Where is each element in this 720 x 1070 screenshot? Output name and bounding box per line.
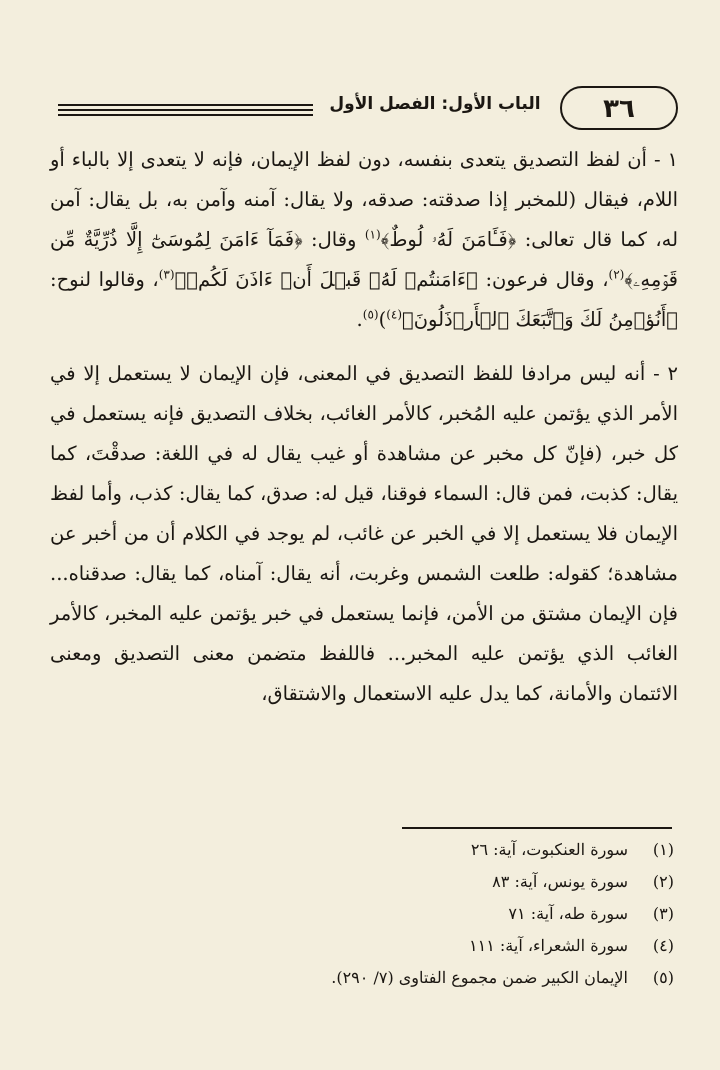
footnote-text: الإيمان الكبير ضمن مجموع الفتاوى (٧/ ٢٩٠). [331, 968, 628, 987]
paragraph-1 [50, 140, 678, 340]
page-header [58, 86, 678, 136]
paragraph-2: ٢ - أنه ليس مرادفا للفظ التصديق في المعنى، فإن الإيمان لا يستعمل إلا في الأمر الذي يؤتمن عليه المُخبر، كالأمر الغائب، بخلاف التصديق فإنه يستعمل في كل خبر، (فإنّ كل مخبر عن مشاهدة أو غيب يقال له في اللغة: صدقْتَ، كما يقال: كذبت، فمن قال: السماء فوقنا، قيل له: صدق، كما يقال: كذب، وأما لفظ الإيمان فلا يستعمل إلا في الخبر عن غائب، لم يوجد في الكلام أن من أخبر عن مشاهدة؛ كقوله: طلعت الشمس وغربت، أنه يقال: آمناه، كما يقال: صدقناه... فإن الإيمان مشتق من الأمن، فإنما يستعمل في خبر يؤتمن عليه المخبر، كالأمر الغائب الذي يؤتمن عليه المخبر... فاللفظ متضمن معنى التصديق ومعنى الائتمان والأمانة، كما يدل عليه الاستعمال والاشتقاق، [50, 362, 678, 705]
footnote-number: (٢) [652, 872, 674, 891]
footnote-item [254, 962, 674, 994]
footnote-number: (٥) [652, 968, 674, 987]
footnote-number: (٤) [652, 936, 674, 955]
footnote-text: سورة طه، آية: ٧١ [508, 904, 628, 923]
header-rule-lines [58, 104, 313, 119]
paragraph-text: ١ - أن لفظ التصديق يتعدى بنفسه، دون لفظ الإيمان، فإنه لا يتعدى إلا بالباء أو اللام، فيقال (للمخبر إذا صدقته: صدقه، ولا يقال: آمنه وآمن به، بل يقال: آمن له، كما قال تعالى: [50, 148, 679, 251]
footnotes-list [254, 834, 674, 994]
footnote-ref: (١) [364, 227, 381, 242]
footnote-text: سورة العنكبوت، آية: ٢٦ [470, 840, 628, 859]
footnote-number: (٣) [652, 904, 674, 923]
footnote-text: سورة الشعراء، آية: ١١١ [469, 936, 628, 955]
quran-verse: ﴿فَمَآ ءَامَنَ لِمُوسَىٰٓ إِلَّا ذُرِّيَّةٌ مِّن قَوۡمِهِۦ﴾ [50, 228, 679, 291]
main-text [50, 140, 678, 728]
footnote-item [254, 930, 674, 962]
footnote-text: سورة يونس، آية: ٨٣ [492, 872, 628, 891]
footnote-ref: (٢) [608, 267, 625, 282]
page-number: ٣٦ [560, 86, 678, 130]
paragraph-text: وقال: [311, 228, 357, 251]
quran-verse: ﴿فَـَٔامَنَ لَهُۥ لُوطٌ﴾ [380, 228, 517, 251]
footnote-ref: (٤) [386, 307, 403, 322]
footnote-item [254, 866, 674, 898]
chapter-title: الباب الأول: الفصل الأول [329, 94, 541, 114]
footnote-ref: (٣) [158, 267, 175, 282]
footnote-item [254, 834, 674, 866]
quran-verse: ﴿ءَامَنتُمۡ لَهُۥ قَبۡلَ أَنۡ ءَاذَنَ لَكُمۡ﴾ [174, 268, 478, 291]
paragraph-text: ) [378, 308, 387, 331]
footnote-separator [402, 827, 672, 829]
footnote-item [254, 898, 674, 930]
paragraph-text: ، وقال فرعون: [485, 268, 609, 291]
footnote-ref: (٥) [362, 307, 379, 322]
paragraph-text: ، وقالوا لنوح: [50, 268, 159, 291]
paragraph-text: . [356, 308, 363, 331]
footnote-number: (١) [652, 840, 674, 859]
quran-verse: ﴿أَنُؤۡمِنُ لَكَ وَٱتَّبَعَكَ ٱلۡأَرۡذَلُونَ﴾ [402, 308, 678, 331]
